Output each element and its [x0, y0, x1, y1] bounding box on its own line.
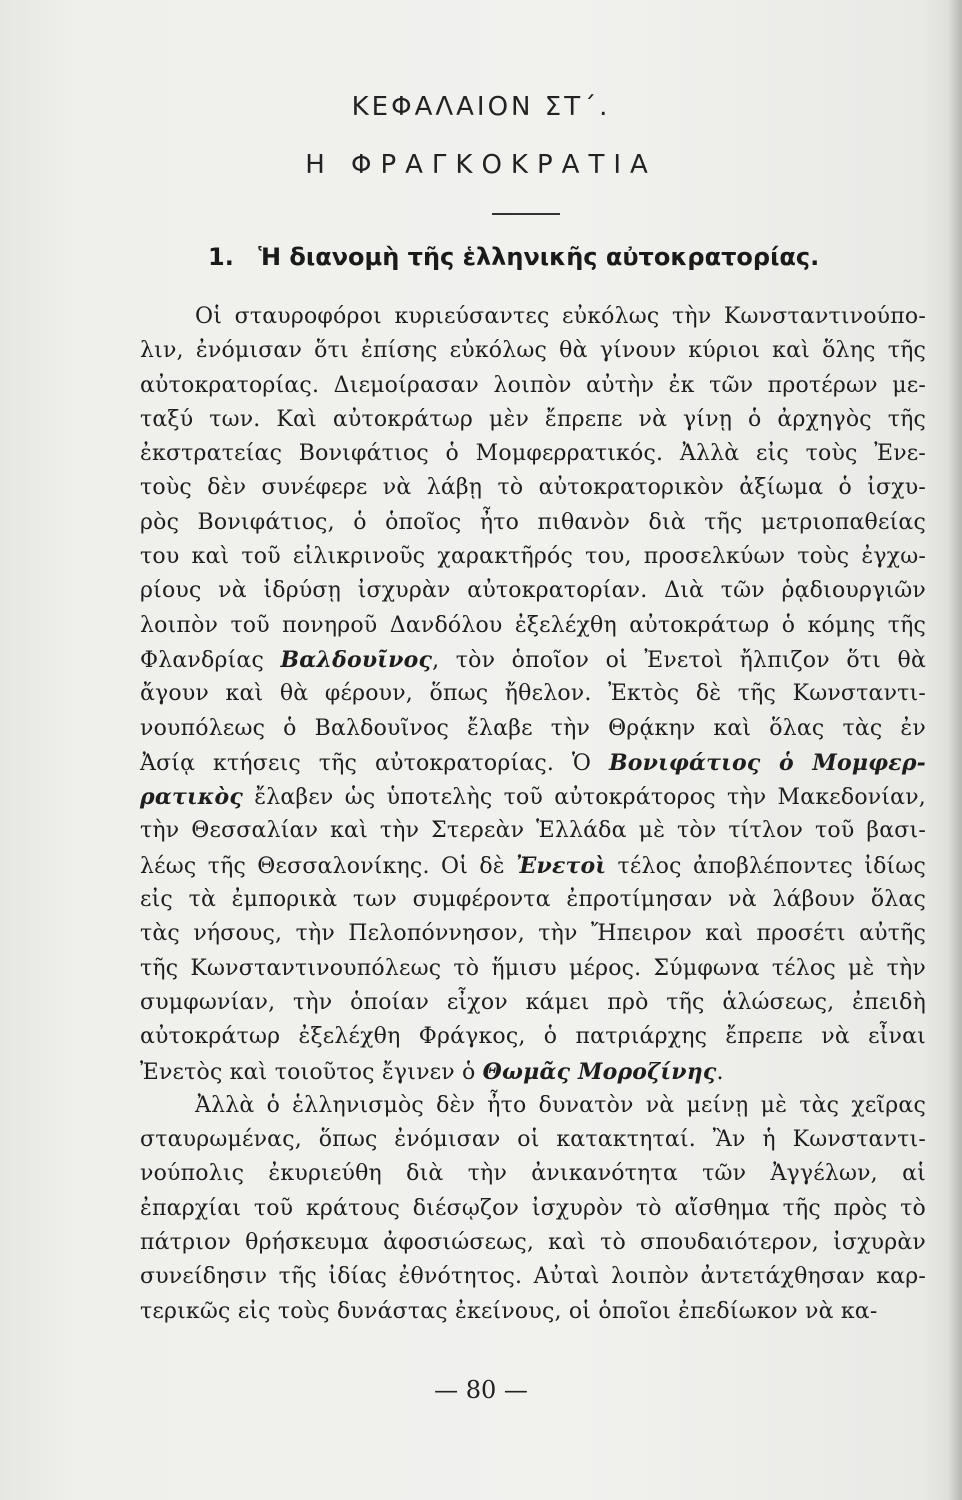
text-line: ρὸς Βονιφάτιος, ὁ ὁποῖος ἦτο πιθανὸν διὰ τῆς μετριοπαθείας	[140, 509, 926, 535]
text-line: τὰς νήσους, τὴν Πελοπόννησον, τὴν Ἤπειρον καὶ προσέτι αὐτῆς	[140, 921, 926, 947]
text-line: τερικῶς εἰς τοὺς δυνάστας ἐκείνους, οἱ ὁποῖοι ἐπεδίωκον νὰ κα-	[140, 1298, 878, 1324]
text-line: τῆς Κωνσταντινουπόλεως τὸ ἥμισυ μέρος. Σύμφωνα τέλος μὲ τὴν	[140, 955, 926, 981]
text-line: συνείδησιν τῆς ἰδίας ἐθνότητος. Αὐταὶ λοιπὸν ἀντετάχθησαν καρ-	[140, 1264, 926, 1290]
text-line: λιν, ἐνόμισαν ὅτι ἐπίσης εὐκόλως θὰ γίνουν κύριοι καὶ ὅλης τῆς	[140, 338, 926, 364]
page-number: — 80 —	[434, 1376, 528, 1404]
chapter-title: ΚΕΦΑΛΑΙΟΝ ΣΤ΄.	[351, 92, 611, 122]
text-line: νούπολις ἐκυριεύθη διὰ τὴν ἀνικανότητα τῶν Ἀγγέλων, αἱ	[140, 1161, 926, 1187]
text-line: πάτριον θρήσκευμα ἀφοσιώσεως, καὶ τὸ σπουδαιότερον, ἰσχυρὰν	[140, 1230, 926, 1256]
text-line: ρίους νὰ ἱδρύσῃ ἰσχυρὰν αὐτοκρατορίαν. Διὰ τῶν ῥᾳδιουργιῶν	[140, 578, 926, 604]
emphasized-name: ρατικὸς	[140, 784, 243, 811]
section-title: Ἡ διανομὴ τῆς ἑλληνικῆς αὐτοκρατορίας.	[258, 243, 820, 271]
page-edge-shadow	[948, 0, 962, 1500]
text-line: του καὶ τοῦ εἰλικρινοῦς χαρακτῆρός του, προσελκύων τοὺς ἐγχω-	[140, 544, 926, 570]
text-line: ταξύ των. Καὶ αὐτοκράτωρ μὲν ἔπρεπε νὰ γίνῃ ὁ ἀρχηγὸς τῆς	[140, 406, 926, 432]
text-line: λοιπὸν τοῦ πονηροῦ Δανδόλου ἐξελέχθη αὐτοκράτωρ ὁ κόμης τῆς	[140, 612, 926, 638]
text-line: ἐκστρατείας Βονιφάτιος ὁ Μομφερρατικός. Ἀλλὰ εἰς τοὺς Ἐνε-	[140, 441, 926, 467]
text-line: Ἐνετὸς καὶ τοιοῦτος ἔγινεν ὁ Θωμᾶς Μοροζίνης.	[140, 1058, 724, 1085]
emphasized-name: Θωμᾶς Μοροζίνης	[482, 1058, 717, 1085]
divider-rule	[492, 213, 560, 215]
text-line: ἐπαρχίαι τοῦ κράτους διέσῳζον ἰσχυρὸν τὸ αἴσθημα τῆς πρὸς τὸ	[140, 1195, 926, 1221]
text-line: σταυρωμένας, ὅπως ἐνόμισαν οἱ κατακτηταί. Ἂν ἡ Κωνσταντι-	[140, 1127, 926, 1153]
emphasized-name: Βαλδουῖνος	[280, 646, 433, 673]
text-line: αὐτοκράτωρ ἐξελέχθη Φράγκος, ὁ πατριάρχης ἔπρεπε νὰ εἶναι	[140, 1024, 926, 1050]
text-line: τὴν Θεσσαλίαν καὶ τὴν Στερεὰν Ἑλλάδα μὲ τὸν τίτλον τοῦ βασι-	[140, 818, 926, 844]
text-line: ἄγουν καὶ θὰ φέρουν, ὅπως ἤθελον. Ἐκτὸς δὲ τῆς Κωνσταντι-	[140, 681, 926, 707]
section-number: 1.	[208, 243, 234, 271]
body-text	[140, 300, 926, 1329]
section-heading	[208, 243, 908, 271]
text-line: Ἀλλὰ ὁ ἑλληνισμὸς δὲν ἦτο δυνατὸν νὰ μείνῃ μὲ τὰς χεῖρας	[195, 1092, 926, 1118]
text-line: νουπόλεως ὁ Βαλδουῖνος ἔλαβε τὴν Θρᾴκην καὶ ὅλας τὰς ἐν	[140, 715, 926, 741]
emphasized-name: Βονιφάτιος ὁ Μομφερ-	[608, 749, 926, 776]
text-line: λέως τῆς Θεσσαλονίκης. Οἱ δὲ Ἐνετοὶ τέλος ἀποβλέποντες ἰδίως	[140, 852, 926, 879]
text-line: συμφωνίαν, τὴν ὁποίαν εἶχον κάμει πρὸ τῆς ἁλώσεως, ἐπειδὴ	[140, 989, 926, 1015]
text-line: Οἱ σταυροφόροι κυριεύσαντες εὐκόλως τὴν Κωνσταντινούπο-	[195, 304, 926, 329]
text-line: Φλανδρίας Βαλδουῖνος, τὸν ὁποῖον οἱ Ἐνετοὶ ἤλπιζον ὅτι θὰ	[140, 646, 926, 673]
text-line: Ἀσίᾳ κτήσεις τῆς αὐτοκρατορίας. Ὁ Βονιφάτιος ὁ Μομφερ-	[140, 749, 926, 776]
chapter-subtitle: Η ΦΡΑΓΚΟΚΡΑΤΙΑ	[305, 150, 657, 180]
text-line: αὐτοκρατορίας. Διεμοίρασαν λοιπὸν αὐτὴν ἐκ τῶν προτέρων με-	[140, 372, 926, 398]
emphasized-name: Ἐνετοὶ	[516, 852, 607, 879]
text-line: τοὺς δὲν συνέφερε νὰ λάβῃ τὸ αὐτοκρατορικὸν ἀξίωμα ὁ ἰσχυ-	[140, 475, 926, 501]
text-line: ρατικὸς ἔλαβεν ὡς ὑποτελὴς τοῦ αὐτοκράτορος τὴν Μακεδονίαν,	[140, 784, 926, 811]
text-line: εἰς τὰ ἐμπορικὰ των συμφέροντα ἐπροτίμησαν νὰ λάβουν ὅλας	[140, 887, 926, 913]
